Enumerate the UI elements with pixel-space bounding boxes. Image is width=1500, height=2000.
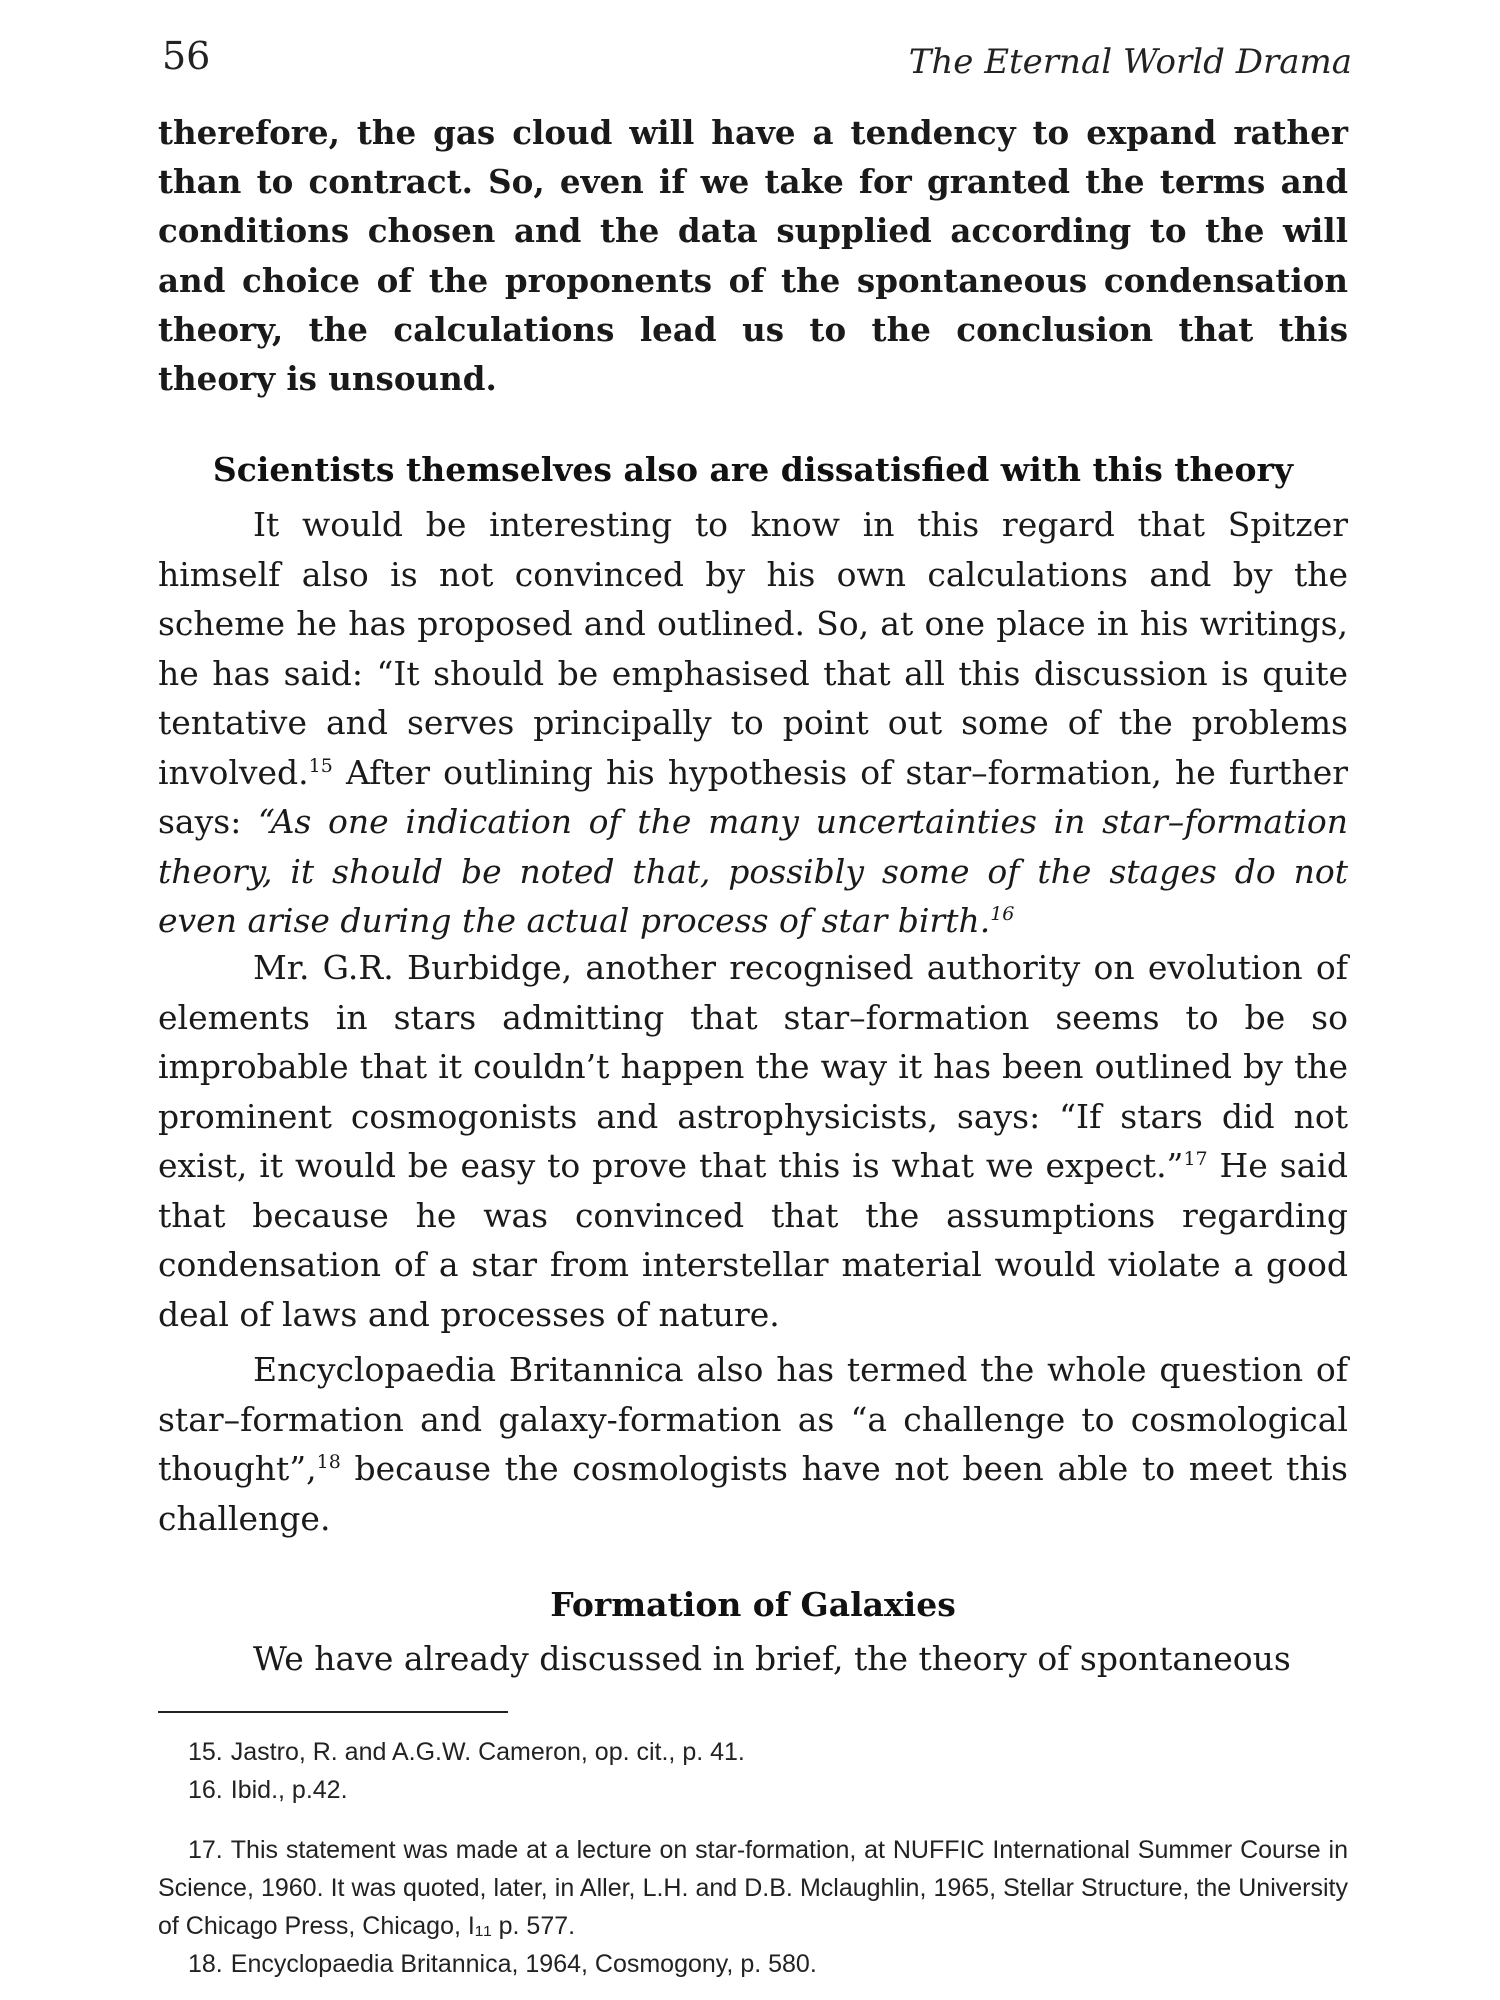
section-heading-dissatisfied: Scientists themselves also are dissatisfied with this theory xyxy=(212,450,1294,489)
footnote-text: This statement was made at a lecture on star-formation, at NUFFIC International Summer Course in Science, 1960. It was quoted, later, in Aller, L.H. and D.B. Mclaughlin, 1965, Stellar Structure, the University of Chicago Press, Chicago, I₁₁ p. 577. xyxy=(158,1836,1348,1940)
footnote-number: 16. xyxy=(188,1776,223,1804)
paragraph-text: Encyclopaedia Britannica also has termed the whole question of star–formation and galaxy-formation as “a challenge to cosmological thought”, xyxy=(158,1350,1348,1488)
paragraph-text: because the cosmologists have not been able to meet this challenge. xyxy=(158,1449,1348,1538)
footnote-18 xyxy=(158,1945,1348,1983)
footnote-17 xyxy=(158,1831,1348,1945)
footnote-text: Encyclopaedia Britannica, 1964, Cosmogony, p. 580. xyxy=(230,1950,817,1978)
paragraph-text: Mr. G.R. Burbidge, another recognised authority on evolution of elements in stars admitting that star–formation seems to be so improbable that it couldn’t happen the way it has been outlined by the prominent cosmogonists and astrophysicists, says: “If stars did not exist, it would be easy to prove that this is what we expect.” xyxy=(158,948,1348,1185)
paragraph-burbidge xyxy=(158,943,1348,1339)
section-heading-galaxies: Formation of Galaxies xyxy=(550,1585,956,1624)
footnote-number: 15. xyxy=(188,1738,223,1766)
footnote-number: 17. xyxy=(188,1836,223,1864)
paragraph-spitzer xyxy=(158,500,1348,946)
footnote-text: Jastro, R. and A.G.W. Cameron, op. cit., p. 41. xyxy=(230,1738,745,1766)
paragraph-galaxies: We have already discussed in brief, the theory of spontaneous xyxy=(253,1639,1291,1678)
page-number: 56 xyxy=(162,34,211,78)
footnote-15 xyxy=(158,1733,1348,1771)
footnote-16 xyxy=(158,1771,1348,1809)
footnote-text: Ibid., p.42. xyxy=(230,1776,348,1804)
paragraph-britannica xyxy=(158,1345,1348,1543)
paragraph-text: It would be interesting to know in this regard that Spitzer himself also is not convinced by his own calculations and by the scheme he has proposed and outlined. So, at one place in his writings, he has said: “It should be emphasised that all this discussion is quite tentative and serves principally to point out some of the problems involved. xyxy=(158,505,1348,792)
italic-quote: “As one indication of the many uncertainties in star–formation theory, it should be noted that, possibly some of the stages do not even arise during the actual process of star birth. xyxy=(158,802,1348,940)
footnote-ref-18: 18 xyxy=(316,1451,341,1473)
footnote-ref-17: 17 xyxy=(1183,1148,1208,1170)
footnote-number: 18. xyxy=(188,1950,223,1978)
footnotes xyxy=(158,1733,1348,1983)
footnote-ref-15: 15 xyxy=(308,754,333,777)
running-head: The Eternal World Drama xyxy=(908,42,1352,82)
opening-paragraph: therefore, the gas cloud will have a tendency to expand rather than to contract. So, even if we take for granted the terms and conditions chosen and the data supplied according to the will and choice of the proponents of the spontaneous condensation theory, the calculations lead us to the conclusion that this theory is unsound. xyxy=(158,113,1348,399)
footnote-divider xyxy=(158,1711,508,1713)
paragraph-text: After outlining his hypothesis of star–formation, he further says: xyxy=(158,752,1348,841)
footnote-ref-16: 16 xyxy=(990,903,1015,925)
paragraph-text: He said that because he was convinced that the assumptions regarding condensation of a star from interstellar material would violate a good deal of laws and processes of nature. xyxy=(158,1146,1348,1334)
